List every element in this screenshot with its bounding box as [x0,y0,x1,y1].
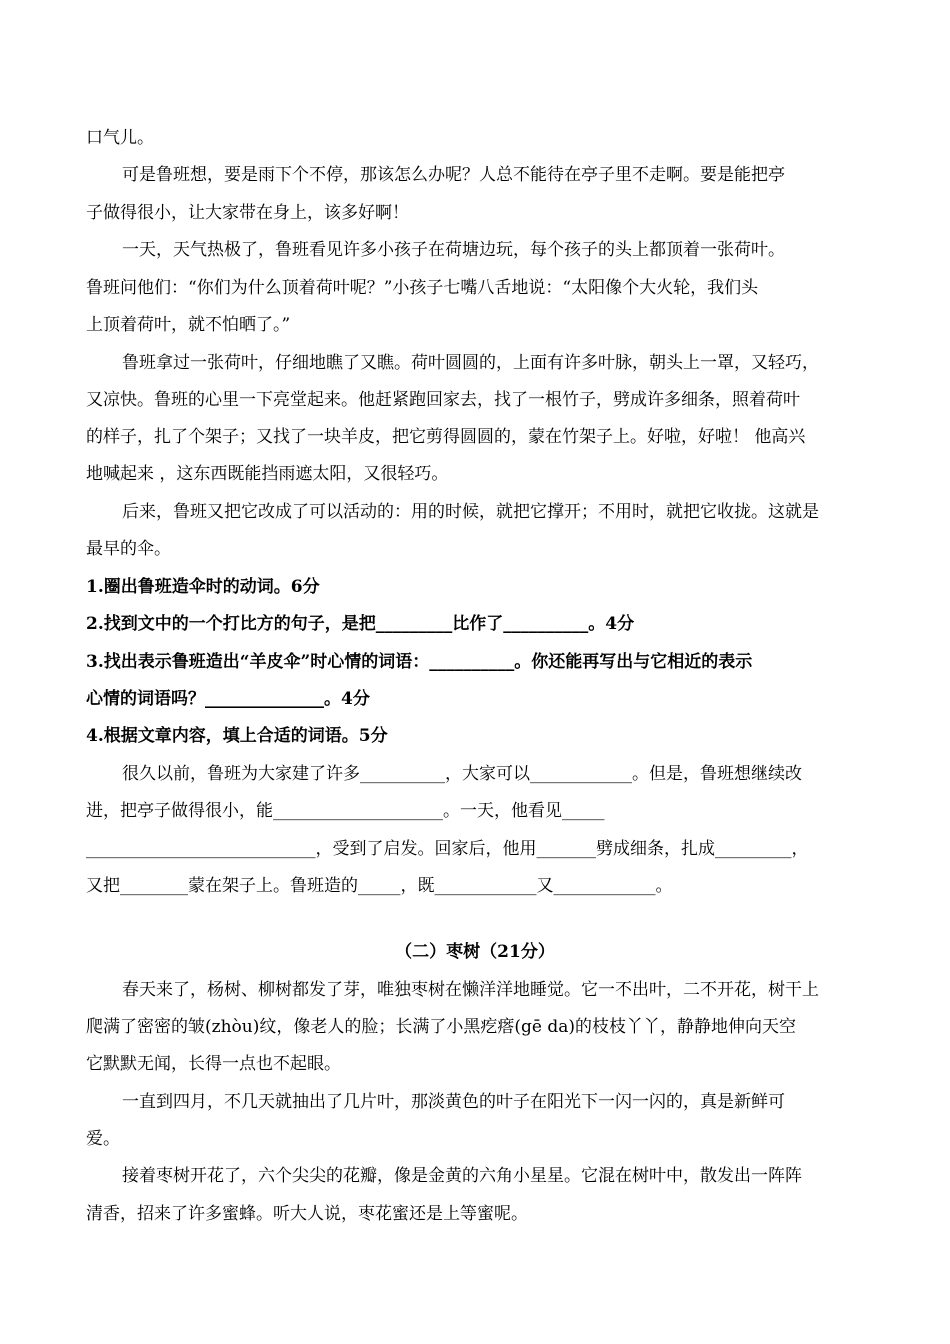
passage-line: 接着枣树开花了，六个尖尖的花瓣，像是金黄的六角小星星。它混在树叶中，散发出一阵阵 [122,1166,802,1186]
question-3-continued: 心情的词语吗？______________。4分 [86,689,370,709]
passage-line: 上顶着荷叶，就不怕晒了。” [86,315,291,335]
passage-line: 鲁班问他们：“你们为什么顶着荷叶呢？”小孩子七嘴八舌地说：“太阳像个大火轮，我们头 [86,278,759,298]
passage-line: 地喊起来 ，这东西既能挡雨遮太阳，又很轻巧。 [86,464,449,484]
passage-line: 一直到四月，不几天就抽出了几片叶，那淡黄色的叶子在阳光下一闪一闪的，真是新鲜可 [122,1092,785,1112]
passage-line: 春天来了，杨树、柳树都发了芽，唯独枣树在懒洋洋地睡觉。它一不出叶，二不开花，树干上 [122,980,819,1000]
passage-line: 最早的伞。 [86,539,171,559]
passage-line: 的样子，扎了个架子；又找了一块羊皮，把它剪得圆圆的，蒙在竹架子上。好啦，好啦！ 他高兴 [86,427,806,447]
passage-line: 清香，招来了许多蜜蜂。听大人说，枣花蜜还是上等蜜呢。 [86,1204,528,1224]
passage-line: 爬满了密密的皱(zhòu)纹，像老人的脸；长满了小黑疙瘩(gē da)的枝枝丫丫，静静地伸向天空 [86,1017,796,1037]
fill-blank-line: ___________________________，受到了启发。回家后，他用_______劈成细条，扎成_________， [86,839,809,859]
question-1: 1.圈出鲁班造伞时的动词。6分 [86,577,320,597]
passage-line: 子做得很小，让大家带在身上，该多好啊！ [86,203,409,223]
fill-blank-line: 很久以前，鲁班为大家建了许多__________，大家可以____________。但是，鲁班想继续改 [122,764,802,784]
passage-line: 爱。 [86,1129,120,1149]
fill-blank-line: 又把________蒙在架子上。鲁班造的_____，既____________又____________。 [86,876,673,896]
passage-line: 可是鲁班想，要是雨下个不停，那该怎么办呢？人总不能待在亭子里不走啊。要是能把亭 [122,165,785,185]
fill-blank-line: 进，把亭子做得很小，能____________________。一天，他看见_____ [86,801,605,821]
passage-line: 又凉快。鲁班的心里一下亮堂起来。他赶紧跑回家去，找了一根竹子，劈成许多细条，照着荷叶 [86,390,800,410]
passage-line: 鲁班拿过一张荷叶，仔细地瞧了又瞧。荷叶圆圆的，上面有许多叶脉，朝头上一罩，又轻巧， [122,353,819,373]
section-title: （二）枣树（21分） [395,942,555,962]
question-3: 3.找出表示鲁班造出“羊皮伞”时心情的词语：__________。你还能再写出与它相近的表示 [86,652,753,672]
question-2: 2.找到文中的一个打比方的句子，是把_________比作了__________。4分 [86,614,635,634]
passage-line: 后来，鲁班又把它改成了可以活动的：用的时候，就把它撑开；不用时，就把它收拢。这就是 [122,502,819,522]
passage-line: 一天，天气热极了，鲁班看见许多小孩子在荷塘边玩，每个孩子的头上都顶着一张荷叶。 [122,240,785,260]
passage-line: 它默默无闻，长得一点也不起眼。 [86,1054,341,1074]
question-4: 4.根据文章内容，填上合适的词语。5分 [86,726,388,746]
passage-line: 口气儿。 [86,128,154,148]
